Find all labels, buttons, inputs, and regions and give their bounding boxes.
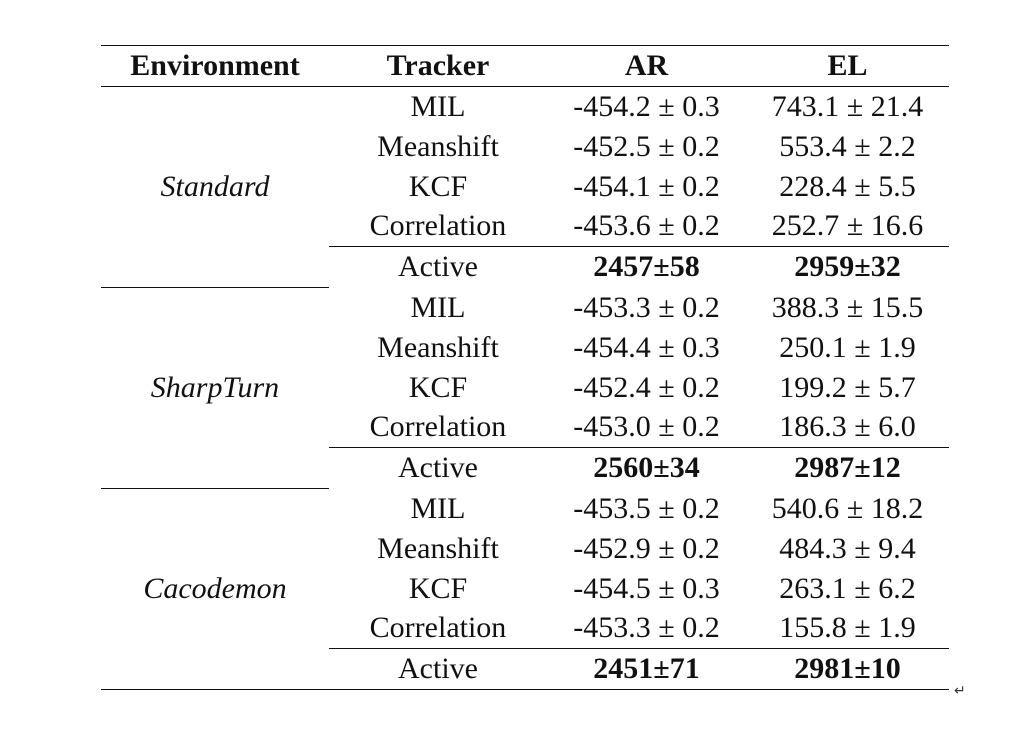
el-cell: 186.3 ± 6.0	[779, 410, 916, 444]
table-row	[101, 87, 949, 127]
group-sharpturn	[101, 288, 949, 489]
ar-cell: -453.6 ± 0.2	[573, 209, 720, 243]
header-el: EL	[746, 46, 949, 87]
ar-cell: -453.0 ± 0.2	[573, 410, 720, 444]
tracker-cell: Correlation	[369, 209, 507, 243]
tracker-cell: MIL	[410, 89, 466, 123]
ar-cell-best: 2457±58	[547, 247, 746, 288]
table-header	[101, 46, 949, 87]
ar-cell: -453.3 ± 0.2	[573, 611, 720, 645]
header-ar: AR	[547, 46, 746, 87]
el-cell: 388.3 ± 15.5	[771, 290, 924, 324]
tracker-cell: Active	[329, 448, 547, 489]
el-cell: 553.4 ± 2.2	[779, 129, 916, 163]
environment-cell: Standard	[160, 170, 270, 203]
group-cacodemon	[101, 489, 949, 690]
tracker-cell: Meanshift	[377, 531, 499, 565]
ar-cell: -452.4 ± 0.2	[573, 370, 720, 404]
ar-cell-best: 2451±71	[547, 649, 746, 690]
environment-cell: Cacodemon	[101, 489, 329, 690]
el-cell: 263.1 ± 6.2	[779, 571, 916, 605]
el-cell: 484.3 ± 9.4	[779, 531, 916, 565]
environment-cell: SharpTurn	[101, 288, 329, 489]
header-row	[101, 46, 949, 87]
ar-cell: -454.1 ± 0.2	[573, 169, 720, 203]
results-table	[101, 45, 949, 690]
el-cell-best: 2987±12	[746, 448, 949, 489]
tracker-cell: Active	[329, 649, 547, 690]
tracker-cell: MIL	[410, 491, 466, 525]
el-cell: 250.1 ± 1.9	[779, 330, 916, 364]
table-row	[101, 288, 949, 328]
ar-cell-best: 2560±34	[547, 448, 746, 489]
tracker-cell: Meanshift	[377, 330, 499, 364]
tracker-cell: KCF	[408, 370, 468, 404]
el-cell: 743.1 ± 21.4	[771, 89, 924, 123]
tracker-cell: KCF	[408, 571, 468, 605]
el-cell: 540.6 ± 18.2	[771, 491, 924, 525]
table-row	[101, 489, 949, 529]
tracker-cell: KCF	[408, 169, 468, 203]
tracker-cell: MIL	[410, 290, 466, 324]
return-icon: ↵	[954, 683, 966, 699]
ar-cell: -453.3 ± 0.2	[573, 290, 720, 324]
el-cell: 199.2 ± 5.7	[779, 370, 916, 404]
tracker-cell: Meanshift	[377, 129, 499, 163]
group-standard	[101, 87, 949, 288]
el-cell-best: 2959±32	[746, 247, 949, 288]
header-tracker: Tracker	[329, 46, 547, 87]
ar-cell: -454.4 ± 0.3	[573, 330, 720, 364]
el-cell: 228.4 ± 5.5	[779, 169, 916, 203]
ar-cell: -452.9 ± 0.2	[573, 531, 720, 565]
header-environment: Environment	[101, 46, 329, 87]
ar-cell: -453.5 ± 0.2	[573, 491, 720, 525]
el-cell: 252.7 ± 16.6	[771, 209, 924, 243]
tracker-cell: Correlation	[369, 410, 507, 444]
ar-cell: -454.2 ± 0.3	[573, 89, 720, 123]
ar-cell: -452.5 ± 0.2	[573, 129, 720, 163]
tracker-cell: Active	[329, 247, 547, 288]
el-cell-best: 2981±10	[746, 649, 949, 690]
el-cell: 155.8 ± 1.9	[779, 611, 916, 645]
ar-cell: -454.5 ± 0.3	[573, 571, 720, 605]
tracker-cell: Correlation	[369, 611, 507, 645]
